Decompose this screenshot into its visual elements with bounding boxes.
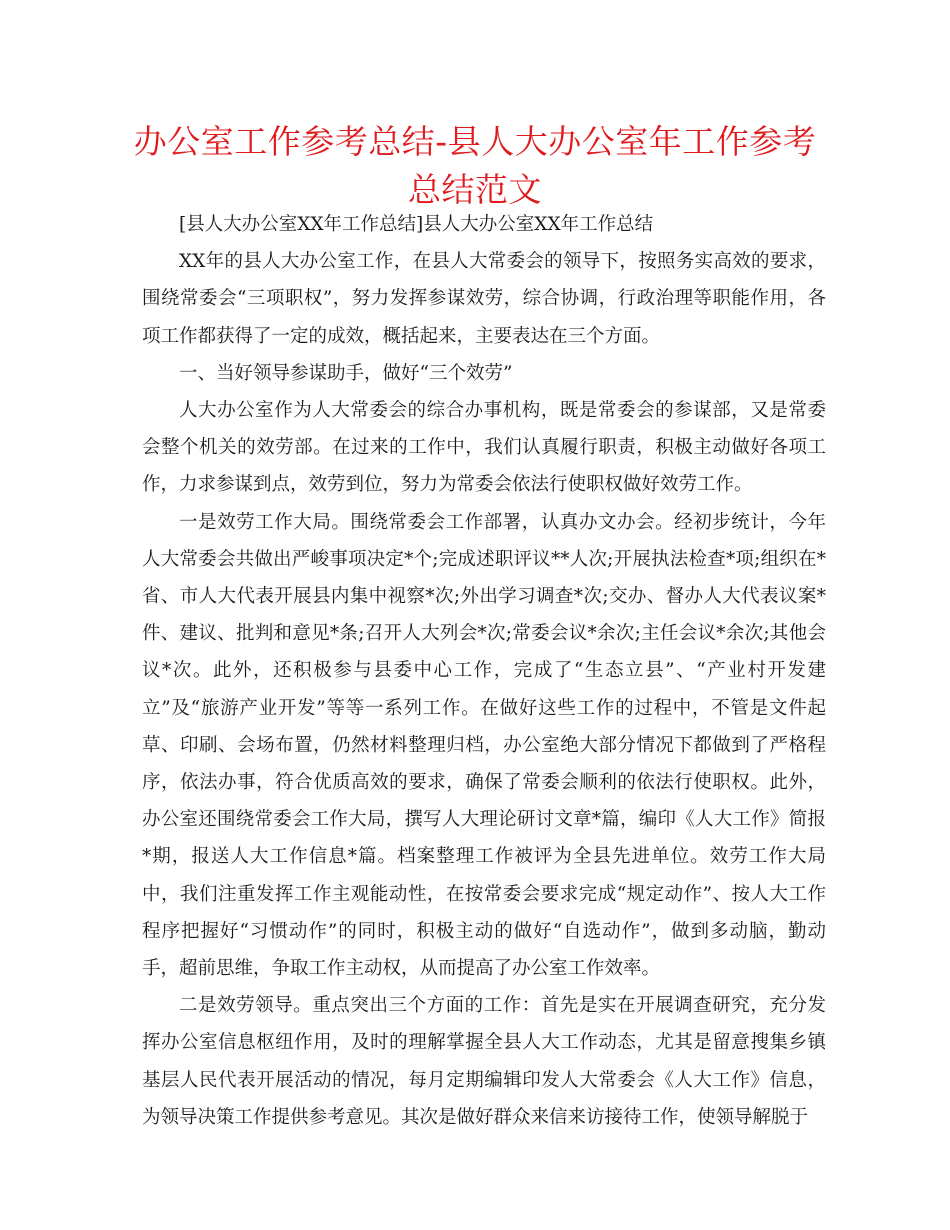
document-title: 办公室工作参考总结-县人大办公室年工作参考总结范文 [133, 122, 817, 209]
paragraph: 一是效劳工作大局。围绕常委会工作部署，认真办文办会。经初步统计，今年人大常委会共做出严峻事项决定*个;完成述职评议**人次;开展执法检查*项;组织在*省、市人大代表开展县内集中视察*次;外出学习调查*次;交办、督办人大代表议案*件、建议、批判和意见*条;召开人大列会*次;常委会议*余次;主任会议*余次;其他会议*次。此外，还积极参与县委中心工作，完成了“生态立县”、“产业村开发建立”及“旅游产业开发”等等一系列工作。在做好这些工作的过程中，不管是文件起草、印刷、会场布置，仍然材料整理归档，办公室绝大部分情况下都做到了严格程序，依法办事，符合优质高效的要求，确保了常委会顺利的依法行使职权。此外，办公室还围绕常委会工作大局，撰写人大理论研讨文章*篇，编印《人大工作》简报*期，报送人大工作信息*篇。档案整理工作被评为全县先进单位。效劳工作大局中，我们注重发挥工作主观能动性，在按常委会要求完成“规定动作”、按人大工作程序把握好“习惯动作”的同时，积极主动的做好“自选动作”，做到多动脑，勤动手，超前思维，争取工作主动权，从而提高了办公室工作效率。 [142, 511, 826, 980]
paragraph-subtitle: [县人大办公室XX年工作总结]县人大办公室XX年工作总结 [179, 214, 654, 235]
section-heading: 一、当好领导参谋助手，做好“三个效劳” [179, 362, 513, 384]
paragraph: 人大办公室作为人大常委会的综合办事机构，既是常委会的参谋部，又是常委会整个机关的效劳部。在过来的工作中，我们认真履行职责，积极主动做好各项工作，力求参谋到点，效劳到位，努力为常委会依法行使职权做好效劳工作。 [142, 400, 826, 496]
document-body [142, 206, 826, 1136]
paragraph-intro: XX年的县人大办公室工作，在县人大常委会的领导下，按照务实高效的要求，围绕常委会“三项职权”，努力发挥参谋效劳，综合协调，行政治理等职能作用，各项工作都获得了一定的成效，概括起来，主要表达在三个方面。 [142, 251, 826, 347]
paragraph: 二是效劳领导。重点突出三个方面的工作：首先是实在开展调查研究，充分发挥办公室信息枢纽作用，及时的理解掌握全县人大工作动态，尤其是留意搜集乡镇基层人民代表开展活动的情况，每月定期编辑印发人大常委会《人大工作》信息，为领导决策工作提供参考意见。其次是做好群众来信来访接待工作，使领导解脱于 [142, 995, 826, 1128]
